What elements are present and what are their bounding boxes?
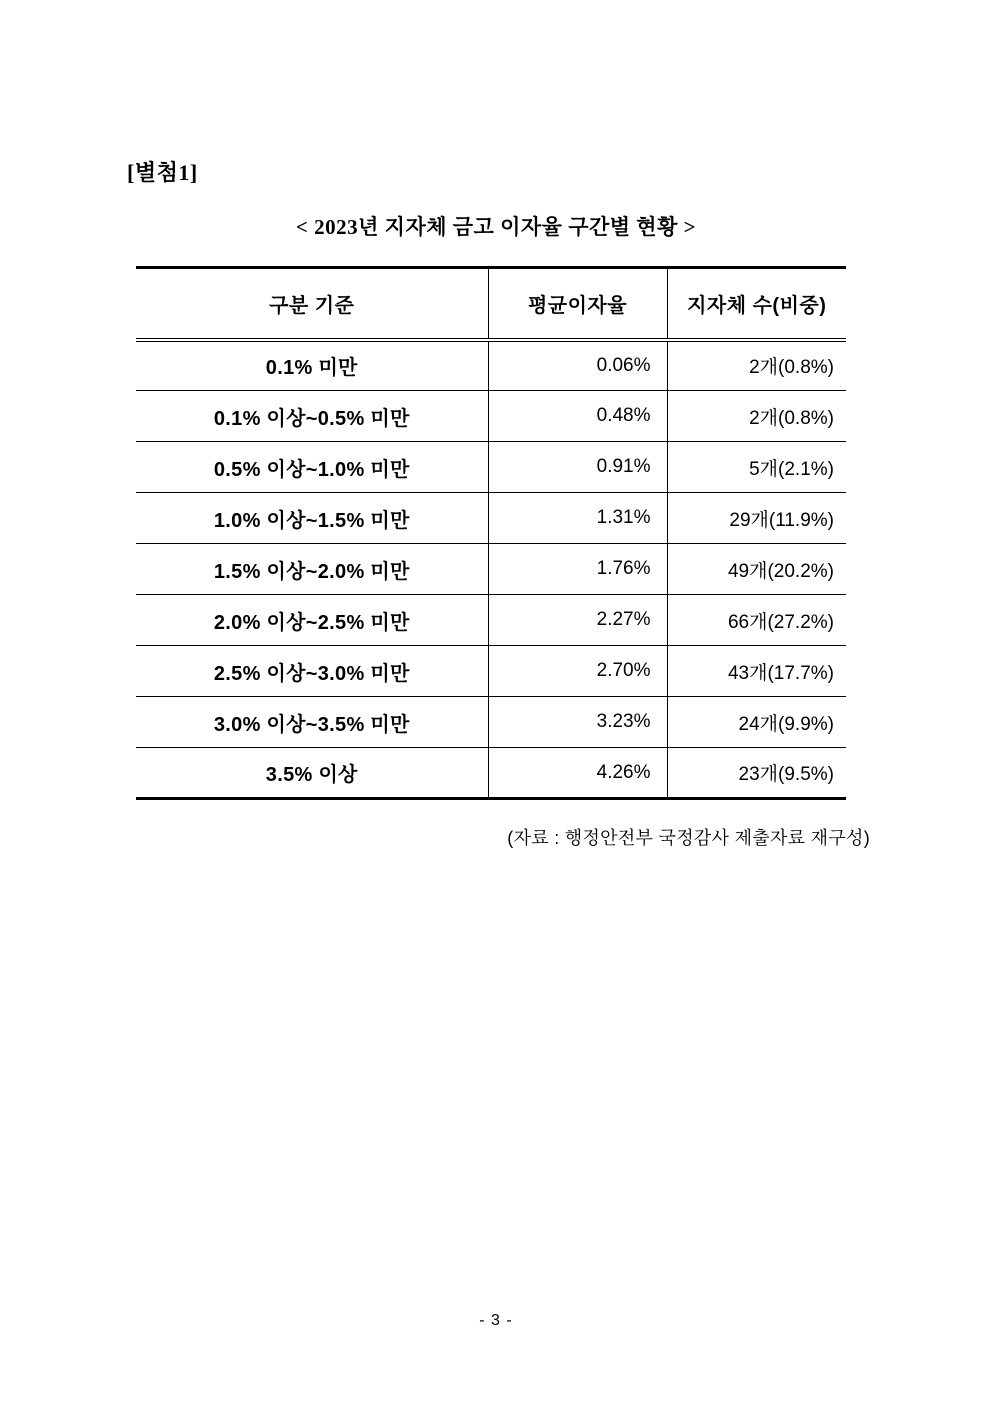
count-cell: 66개(27.2%) — [667, 595, 846, 646]
table-row — [136, 493, 846, 544]
annex-label: [별첨1] — [127, 160, 198, 185]
table-row — [136, 595, 846, 646]
page-number: - 3 - — [479, 1312, 513, 1329]
column-header-count: 지자체 수(비중) — [667, 268, 846, 340]
avg-rate-cell: 0.48% — [488, 391, 667, 442]
count-cell: 2개(0.8%) — [667, 391, 846, 442]
category-cell: 2.5% 이상~3.0% 미만 — [136, 646, 488, 697]
count-cell: 49개(20.2%) — [667, 544, 846, 595]
count-cell: 2개(0.8%) — [667, 340, 846, 391]
table-row — [136, 697, 846, 748]
count-cell: 29개(11.9%) — [667, 493, 846, 544]
count-cell: 24개(9.9%) — [667, 697, 846, 748]
avg-rate-cell: 1.31% — [488, 493, 667, 544]
table-row — [136, 646, 846, 697]
count-cell: 5개(2.1%) — [667, 442, 846, 493]
category-cell: 1.5% 이상~2.0% 미만 — [136, 544, 488, 595]
category-cell: 0.1% 이상~0.5% 미만 — [136, 391, 488, 442]
avg-rate-cell: 0.91% — [488, 442, 667, 493]
avg-rate-cell: 2.70% — [488, 646, 667, 697]
table-row — [136, 391, 846, 442]
column-header-avg-rate: 평균이자율 — [488, 268, 667, 340]
count-cell: 43개(17.7%) — [667, 646, 846, 697]
document-title: < 2023년 지자체 금고 이자율 구간별 현황 > — [295, 215, 697, 239]
category-cell: 0.5% 이상~1.0% 미만 — [136, 442, 488, 493]
column-header-category: 구분 기준 — [136, 268, 488, 340]
table-row — [136, 340, 846, 391]
category-cell: 3.0% 이상~3.5% 미만 — [136, 697, 488, 748]
source-note: (자료 : 행정안전부 국정감사 제출자료 재구성) — [507, 828, 870, 848]
category-cell: 0.1% 미만 — [136, 340, 488, 391]
table-row — [136, 544, 846, 595]
category-cell: 1.0% 이상~1.5% 미만 — [136, 493, 488, 544]
interest-rate-table — [136, 266, 846, 800]
table-header-row — [136, 268, 846, 340]
table-row — [136, 748, 846, 799]
avg-rate-cell: 4.26% — [488, 748, 667, 799]
table-row — [136, 442, 846, 493]
avg-rate-cell: 3.23% — [488, 697, 667, 748]
avg-rate-cell: 2.27% — [488, 595, 667, 646]
category-cell: 2.0% 이상~2.5% 미만 — [136, 595, 488, 646]
count-cell: 23개(9.5%) — [667, 748, 846, 799]
category-cell: 3.5% 이상 — [136, 748, 488, 799]
avg-rate-cell: 1.76% — [488, 544, 667, 595]
avg-rate-cell: 0.06% — [488, 340, 667, 391]
